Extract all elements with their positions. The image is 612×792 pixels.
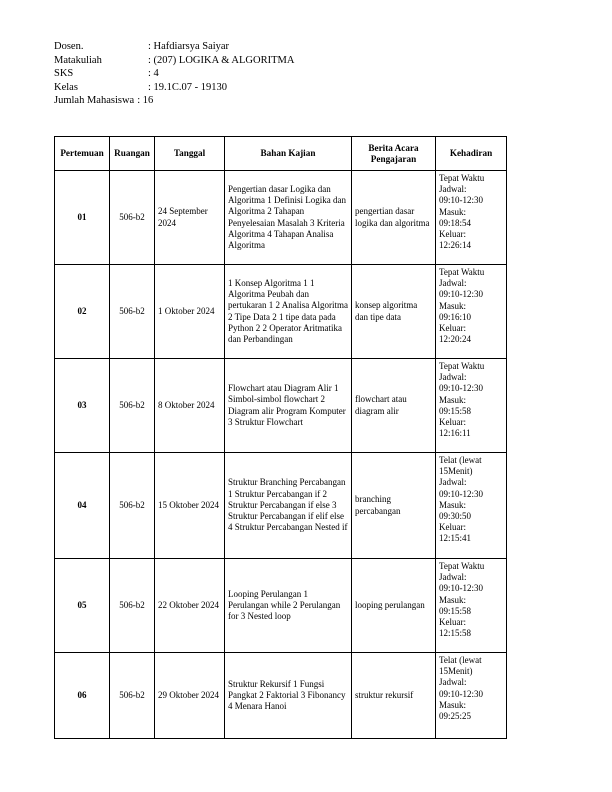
info-row-matakuliah <box>54 54 294 68</box>
cell-pertemuan: 03 <box>55 359 110 453</box>
col-header-tanggal: Tanggal <box>155 137 225 171</box>
kehadiran-line: Jadwal: <box>439 677 467 688</box>
cell-bahan-kajian: Pengertian dasar Logika dan Algoritma 1 Definisi Logika dan Algoritma 2 Tahapan Penyelesaian Masalah 3 Kriteria Algoritma 4 Tahapan Analisa Algoritma <box>225 171 352 265</box>
table-row <box>55 653 507 739</box>
table-row <box>55 453 507 559</box>
cell-berita-acara: struktur rekursif <box>352 653 436 739</box>
table-row <box>55 171 507 265</box>
kehadiran-line: 09:10-12:30 <box>439 688 483 699</box>
kehadiran-line: Tepat Waktu <box>439 361 485 371</box>
kehadiran-line: Jadwal: <box>439 184 467 195</box>
kehadiran-line: 09:10-12:30 <box>439 195 483 206</box>
cell-pertemuan: 04 <box>55 453 110 559</box>
col-header-kehadiran: Kehadiran <box>436 137 507 171</box>
col-header-pertemuan: Pertemuan <box>55 137 110 171</box>
kehadiran-line: Masuk: <box>439 594 466 605</box>
kehadiran-line: 09:15:58 <box>439 605 472 616</box>
cell-bahan-kajian: Flowchart atau Diagram Alir 1 Simbol-simbol flowchart 2 Diagram alir Program Komputer 3 Struktur Flowchart <box>225 359 352 453</box>
kehadiran-line: Masuk: <box>439 394 466 405</box>
info-value: : 4 <box>148 68 159 79</box>
info-row-jumlah-mahasiswa <box>54 94 294 108</box>
table-row <box>55 559 507 653</box>
info-label: Matakuliah <box>54 54 102 66</box>
cell-tanggal: 1 Oktober 2024 <box>155 265 225 359</box>
kehadiran-line: 12:15:41 <box>439 533 472 544</box>
kehadiran-line: Keluar: <box>439 323 466 334</box>
kehadiran-line: 09:15:58 <box>439 405 472 416</box>
info-value: : (207) LOGIKA & ALGORITMA <box>148 54 295 66</box>
cell-ruangan: 506-b2 <box>110 265 155 359</box>
kehadiran-line: 09:10-12:30 <box>439 488 483 499</box>
info-value: : Hafdiarsya Saiyar <box>148 41 230 52</box>
kehadiran-line: 09:10-12:30 <box>439 289 483 300</box>
kehadiran-line: Jadwal: <box>439 278 467 289</box>
cell-ruangan: 506-b2 <box>110 453 155 559</box>
kehadiran-line: Tepat Waktu <box>439 561 485 571</box>
table-row <box>55 359 507 453</box>
kehadiran-line: 09:18:54 <box>439 217 472 228</box>
info-value: : 16 <box>137 95 154 106</box>
cell-ruangan: 506-b2 <box>110 171 155 265</box>
cell-tanggal: 24 September 2024 <box>155 171 225 265</box>
cell-kehadiran <box>436 265 507 359</box>
cell-tanggal: 8 Oktober 2024 <box>155 359 225 453</box>
kehadiran-line: 12:16:11 <box>439 428 471 439</box>
kehadiran-line: Telat (lewat 15Menit) <box>439 455 482 477</box>
kehadiran-line: 12:26:14 <box>439 240 472 251</box>
cell-pertemuan: 06 <box>55 653 110 739</box>
kehadiran-line: 09:10-12:30 <box>439 583 483 594</box>
kehadiran-line: Masuk: <box>439 300 466 311</box>
cell-berita-acara: pengertian dasar logika dan algoritma <box>352 171 436 265</box>
cell-tanggal: 22 Oktober 2024 <box>155 559 225 653</box>
cell-kehadiran <box>436 359 507 453</box>
cell-pertemuan: 05 <box>55 559 110 653</box>
info-row-sks <box>54 67 294 81</box>
cell-bahan-kajian: Struktur Rekursif 1 Fungsi Pangkat 2 Faktorial 3 Fibonancy 4 Menara Hanoi <box>225 653 352 739</box>
table-row <box>55 265 507 359</box>
kehadiran-line: 09:25:25 <box>439 711 472 722</box>
kehadiran-line: Tepat Waktu <box>439 173 485 183</box>
kehadiran-line: 09:10-12:30 <box>439 383 483 394</box>
kehadiran-line: Keluar: <box>439 417 466 428</box>
info-label: Jumlah Mahasiswa <box>54 95 135 106</box>
cell-kehadiran <box>436 453 507 559</box>
kehadiran-line: 09:30:50 <box>439 511 472 522</box>
cell-kehadiran <box>436 559 507 653</box>
attendance-table <box>54 136 507 739</box>
kehadiran-line: Masuk: <box>439 499 466 510</box>
kehadiran-line: Keluar: <box>439 617 466 628</box>
table-header-row <box>55 137 507 171</box>
cell-bahan-kajian: 1 Konsep Algoritma 1 1 Algoritma Peubah dan pertukaran 1 2 Analisa Algoritma 2 Tipe Data 2 1 tipe data pada Python 2 2 Operator Aritmatika dan Perbandingan <box>225 265 352 359</box>
cell-ruangan: 506-b2 <box>110 359 155 453</box>
info-label: Kelas <box>54 81 78 93</box>
kehadiran-line: Tepat Waktu <box>439 267 485 277</box>
cell-berita-acara: looping perulangan <box>352 559 436 653</box>
col-header-bahan-kajian: Bahan Kajian <box>225 137 352 171</box>
kehadiran-line: Jadwal: <box>439 372 467 383</box>
info-value: : 19.1C.07 - 19130 <box>148 81 228 93</box>
kehadiran-line: Masuk: <box>439 699 466 710</box>
cell-pertemuan: 02 <box>55 265 110 359</box>
cell-berita-acara: flowchart atau diagram alir <box>352 359 436 453</box>
cell-kehadiran <box>436 653 507 739</box>
cell-kehadiran <box>436 171 507 265</box>
cell-tanggal: 29 Oktober 2024 <box>155 653 225 739</box>
kehadiran-line: Keluar: <box>439 522 466 533</box>
cell-bahan-kajian: Struktur Branching Percabangan 1 Struktur Percabangan if 2 Struktur Percabangan if else 3 Struktur Percabangan if elif else 4 Struktur Percabangan Nested if <box>225 453 352 559</box>
info-row-kelas <box>54 81 294 95</box>
kehadiran-line: 12:20:24 <box>439 334 472 345</box>
cell-berita-acara: branching percabangan <box>352 453 436 559</box>
kehadiran-line: Jadwal: <box>439 477 467 488</box>
cell-ruangan: 506-b2 <box>110 653 155 739</box>
kehadiran-line: Jadwal: <box>439 572 467 583</box>
col-header-ruangan: Ruangan <box>110 137 155 171</box>
kehadiran-line: Keluar: <box>439 229 466 240</box>
course-info-header <box>54 40 294 108</box>
cell-berita-acara: konsep algoritma dan tipe data <box>352 265 436 359</box>
col-header-berita-acara: Berita Acara Pengajaran <box>352 137 436 171</box>
kehadiran-line: 12:15:58 <box>439 628 472 639</box>
cell-tanggal: 15 Oktober 2024 <box>155 453 225 559</box>
kehadiran-line: Telat (lewat 15Menit) <box>439 655 482 677</box>
kehadiran-line: 09:16:10 <box>439 311 472 322</box>
info-label: SKS <box>54 68 74 79</box>
cell-pertemuan: 01 <box>55 171 110 265</box>
info-label: Dosen. <box>54 41 84 52</box>
cell-ruangan: 506-b2 <box>110 559 155 653</box>
info-row-dosen <box>54 40 294 54</box>
cell-bahan-kajian: Looping Perulangan 1 Perulangan while 2 Perulangan for 3 Nested loop <box>225 559 352 653</box>
kehadiran-line: Masuk: <box>439 206 466 217</box>
